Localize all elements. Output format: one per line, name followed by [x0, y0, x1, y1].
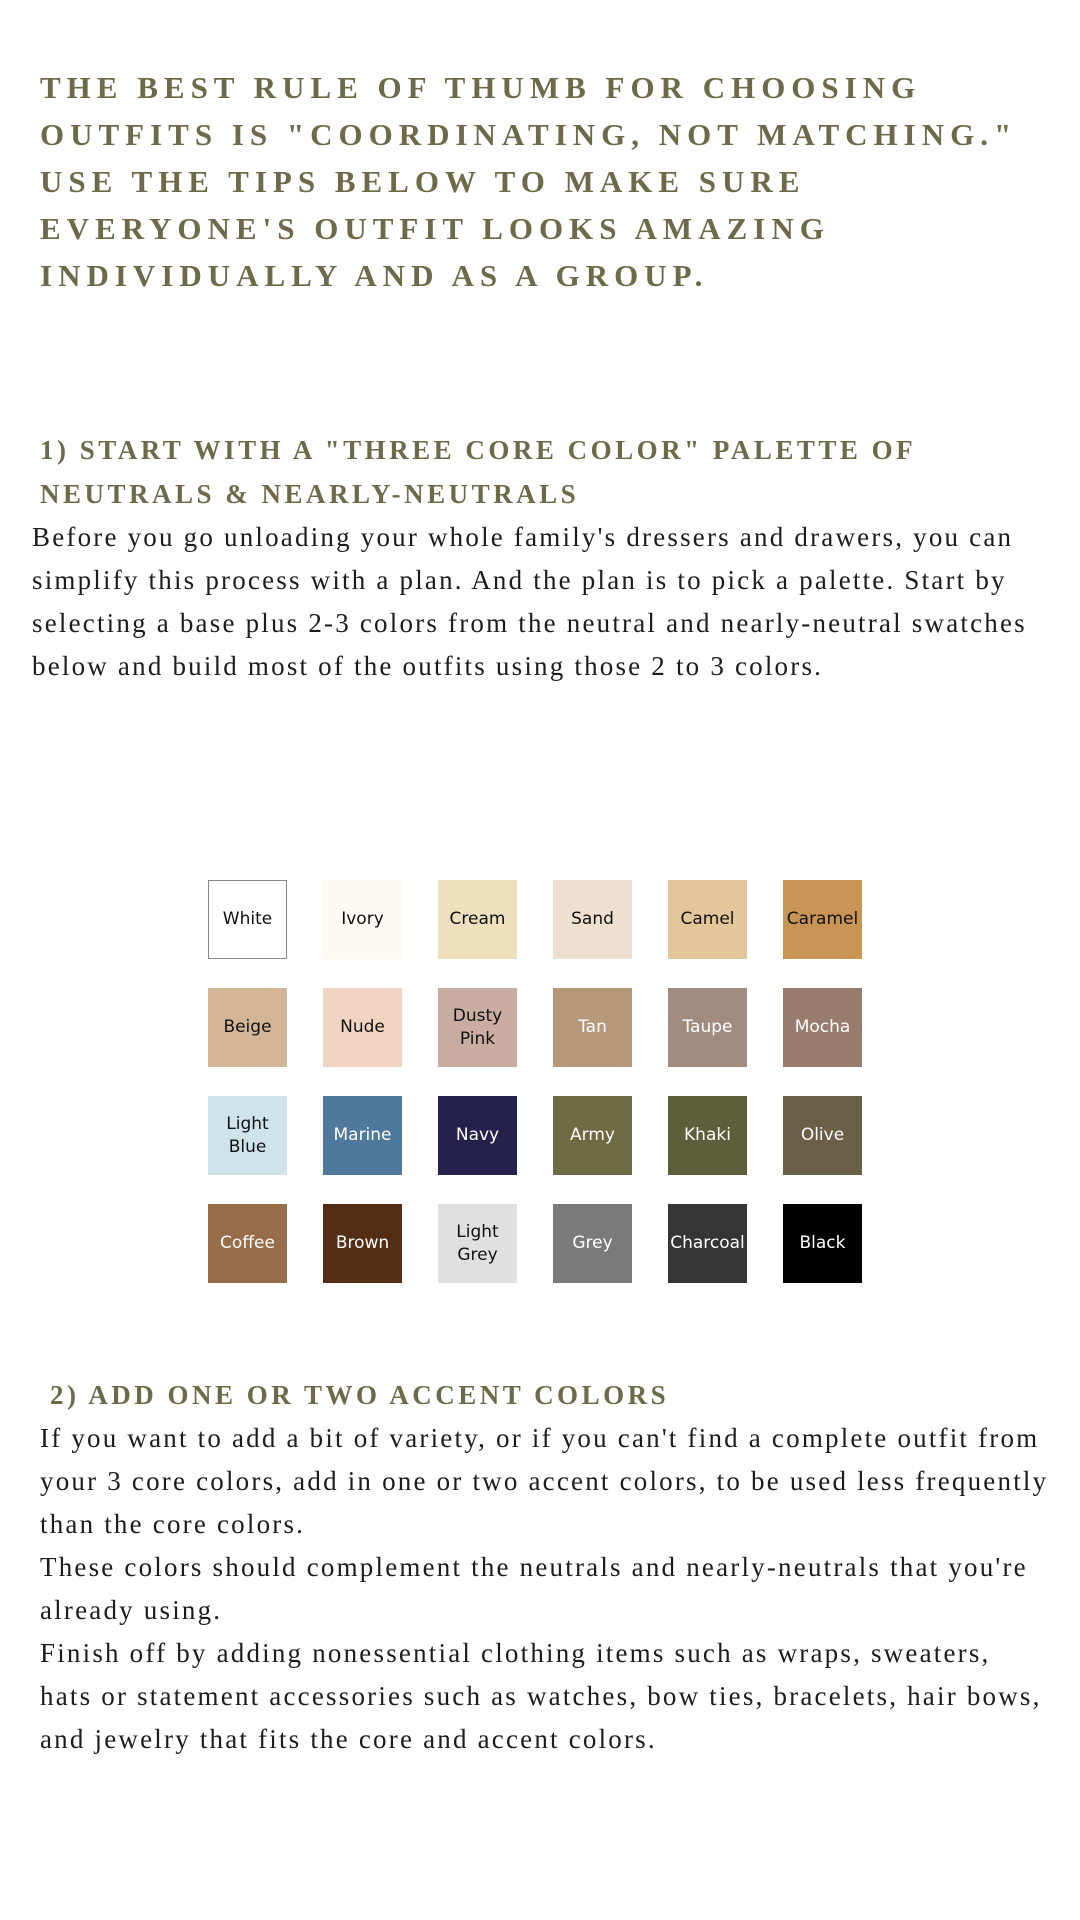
color-swatch: Navy: [438, 1096, 517, 1175]
color-swatch: Marine: [323, 1096, 402, 1175]
color-swatch: Caramel: [783, 880, 862, 959]
section1-heading: 1) START WITH A "THREE CORE COLOR" PALETTE OF NEUTRALS & NEARLY-NEUTRALS: [40, 435, 916, 509]
section2-paragraph-3: Finish off by adding nonessential clothing items such as wraps, sweaters, hats or statement accessories such as watches, bow ties, bracelets, hair bows, and jewelry that fits the core and accent colors.: [40, 1638, 1042, 1754]
intro-line-2: USE THE TIPS BELOW TO MAKE SURE EVERYONE'S OUTFIT LOOKS AMAZING INDIVIDUALLY AND AS A GROUP.: [40, 164, 830, 293]
color-swatch: Grey: [553, 1204, 632, 1283]
color-swatch: Army: [553, 1096, 632, 1175]
section1-body: Before you go unloading your whole family's dressers and drawers, you can simplify this process with a plan. And the plan is to pick a palette. Start by selecting a base plus 2-3 colors from the neutral and nearly-neutral swatches below and build most of the outfits using those 2 to 3 colors.: [32, 522, 1027, 681]
color-swatch: Beige: [208, 988, 287, 1067]
color-swatch: Sand: [553, 880, 632, 959]
color-swatch: Mocha: [783, 988, 862, 1067]
color-swatch: Ivory: [323, 880, 402, 959]
color-swatch: Nude: [323, 988, 402, 1067]
color-swatch: Charcoal: [668, 1204, 747, 1283]
color-swatch: Olive: [783, 1096, 862, 1175]
intro-text: [40, 64, 1040, 299]
section-core-colors: [32, 428, 1052, 688]
color-swatch: Taupe: [668, 988, 747, 1067]
color-swatch: Dusty Pink: [438, 988, 517, 1067]
section2-paragraph-1: If you want to add a bit of variety, or if you can't find a complete outfit from your 3 core colors, add in one or two accent colors, to be used less frequently than the core colors.: [40, 1423, 1049, 1539]
color-swatch: White: [208, 880, 287, 959]
color-swatch: Brown: [323, 1204, 402, 1283]
color-swatch: Coffee: [208, 1204, 287, 1283]
color-swatch: Black: [783, 1204, 862, 1283]
color-swatch: Camel: [668, 880, 747, 959]
color-swatch-grid: [208, 880, 862, 1283]
color-swatch: Khaki: [668, 1096, 747, 1175]
color-swatch: Light Blue: [208, 1096, 287, 1175]
color-swatch: Light Grey: [438, 1204, 517, 1283]
section-accent-colors: [40, 1373, 1050, 1761]
section2-heading: 2) ADD ONE OR TWO ACCENT COLORS: [50, 1380, 670, 1410]
section2-paragraph-2: These colors should complement the neutrals and nearly-neutrals that you're already using.: [40, 1552, 1028, 1625]
color-swatch: Cream: [438, 880, 517, 959]
intro-line-1: THE BEST RULE OF THUMB FOR CHOOSING OUTFITS IS "COORDINATING, NOT MATCHING.": [40, 70, 1018, 152]
color-swatch: Tan: [553, 988, 632, 1067]
